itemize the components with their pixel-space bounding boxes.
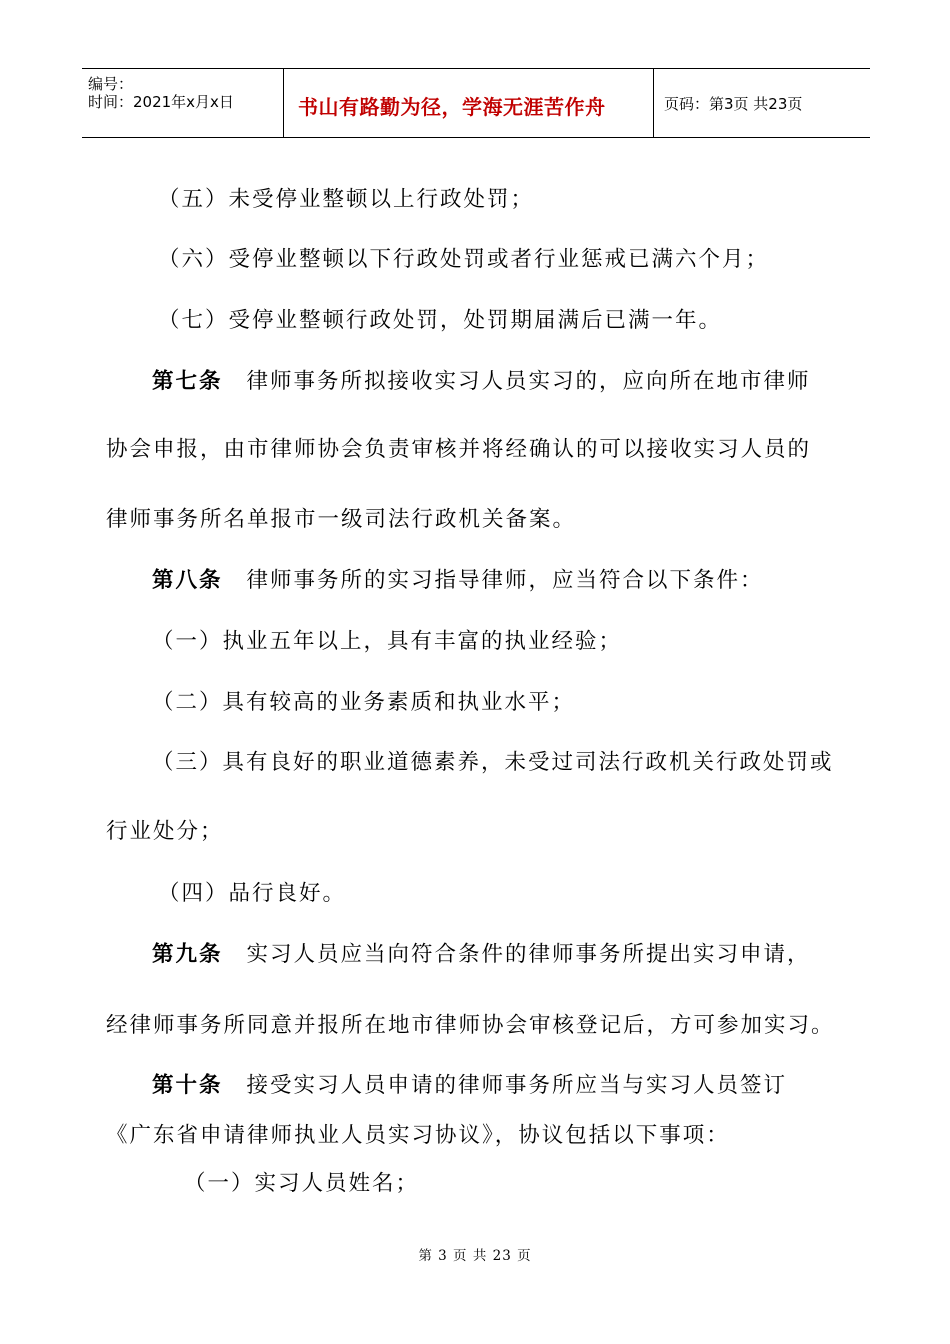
article-9-line-2: 经律师事务所同意并报所在地市律师协会审核登记后，方可参加实习。 (106, 1013, 835, 1038)
page-footer: 第 3 页 共 23 页 (418, 1248, 532, 1264)
clause-item-7: （七）受停业整顿行政处罚，处罚期届满后已满一年。 (158, 308, 723, 333)
article-8-text: 律师事务所的实习指导律师，应当符合以下条件： (246, 568, 764, 593)
article-8-line-1 (152, 563, 764, 594)
article-8-item-3-cont: 行业处分； (106, 819, 224, 844)
article-10-title: 第十条 (152, 1073, 223, 1098)
article-8-item-3: （三）具有良好的职业道德素养，未受过司法行政机关行政处罚或 (152, 750, 834, 775)
article-7-line-1 (152, 364, 811, 395)
document-header (82, 68, 870, 138)
article-8-item-1: （一）执业五年以上，具有丰富的执业经验； (152, 629, 623, 654)
document-time-label: 时间：2021年x月x日 (88, 93, 234, 111)
article-10-line-1 (152, 1068, 787, 1099)
article-7-text: 律师事务所拟接收实习人员实习的，应向所在地市律师 (246, 369, 811, 394)
article-7-line-3: 律师事务所名单报市一级司法行政机关备案。 (106, 507, 577, 532)
document-code-label: 编号： (88, 75, 134, 93)
article-7-title: 第七条 (152, 369, 223, 394)
header-page-info: 页码：第3页 共23页 (664, 95, 803, 113)
header-divider (653, 69, 654, 137)
article-9-title: 第九条 (152, 942, 223, 967)
article-8-title: 第八条 (152, 568, 223, 593)
clause-item-5: （五）未受停业整顿以上行政处罚； (158, 187, 535, 212)
clause-item-6: （六）受停业整顿以下行政处罚或者行业惩戒已满六个月； (158, 247, 770, 272)
article-10-line-2: 《广东省申请律师执业人员实习协议》，协议包括以下事项： (106, 1123, 730, 1148)
article-8-item-4: （四）品行良好。 (158, 881, 347, 906)
header-motto: 书山有路勤为径，学海无涯苦作舟 (298, 95, 606, 119)
header-divider (283, 69, 284, 137)
article-9-text: 实习人员应当向符合条件的律师事务所提出实习申请， (246, 942, 811, 967)
article-8-item-2: （二）具有较高的业务素质和执业水平； (152, 690, 576, 715)
article-10-text: 接受实习人员申请的律师事务所应当与实习人员签订 (246, 1073, 788, 1098)
article-9-line-1 (152, 937, 811, 968)
article-10-item-1: （一）实习人员姓名； (184, 1171, 420, 1196)
article-7-line-2: 协会申报，由市律师协会负责审核并将经确认的可以接收实习人员的 (106, 437, 812, 462)
